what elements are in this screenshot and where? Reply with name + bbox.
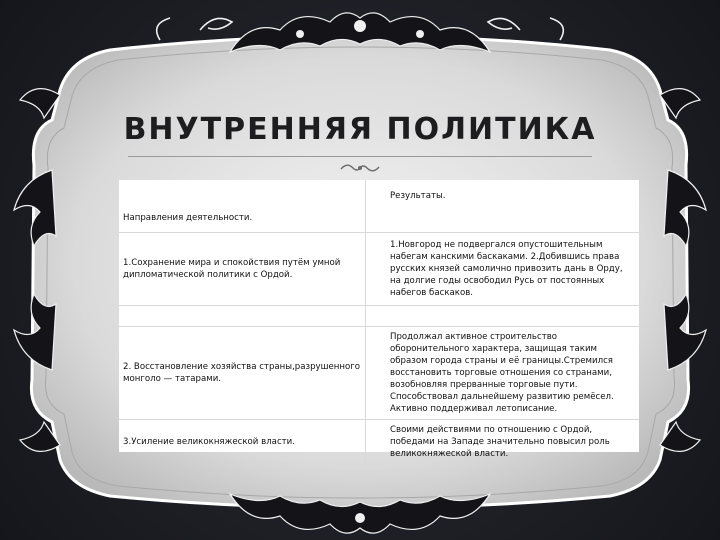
- header-directions: Направления деятельности.: [119, 180, 366, 233]
- table-row-empty: [119, 306, 639, 327]
- policy-table: [119, 180, 639, 459]
- scroll-divider-icon: [337, 160, 383, 176]
- table-row: [119, 327, 639, 420]
- result-cell: Продолжал активное строительство оборонительного характера, защищая таким образом города страны и её границы.Стремился восстановить торговые отношения со странами, возобновляя прерванные торговые пути. Способствовал дальнейшему развитию ремёсел. Активно поддерживал летописание.: [366, 327, 640, 420]
- direction-cell: 3.Усиление великокняжеской власти.: [119, 420, 366, 465]
- header-results: Результаты.: [366, 180, 640, 233]
- direction-cell: 2. Восстановление хозяйства страны,разрушенного монголо — татарами.: [119, 327, 366, 420]
- table-header-row: [119, 180, 639, 233]
- table-row: [119, 420, 639, 465]
- result-cell: [366, 306, 640, 327]
- title-underline: [128, 156, 592, 157]
- result-cell: 1.Новгород не подвергался опустошительным набегам канскими баскаками. 2.Добившись права русских князей самолично привозить дань в Орду, на долгие годы освободил Русь от постоянных набегов баскаков.: [366, 233, 640, 306]
- direction-cell: 1.Сохранение мира и спокойствия путём умной дипломатической политики с Ордой.: [119, 233, 366, 306]
- direction-cell: [119, 306, 366, 327]
- page-title: ВНУТРЕННЯЯ ПОЛИТИКА: [123, 112, 597, 147]
- result-cell: Своими действиями по отношению с Ордой, победами на Западе значительно повысил роль великокняжеской власти.: [390, 425, 610, 459]
- table-row: [119, 233, 639, 306]
